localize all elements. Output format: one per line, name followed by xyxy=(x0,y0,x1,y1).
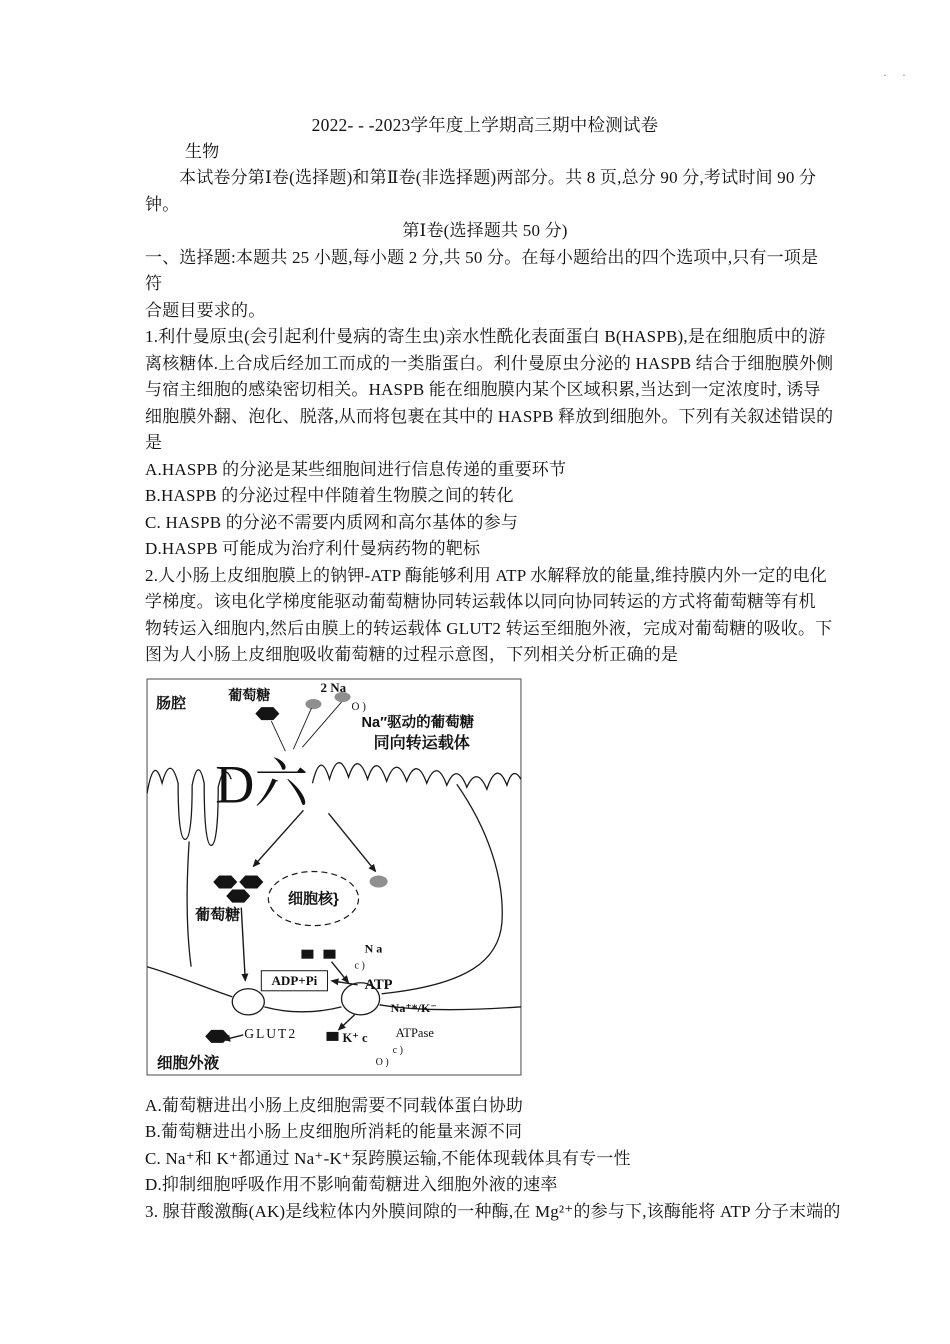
q1-line-5: 是 xyxy=(145,433,163,452)
lateral-membrane-right xyxy=(382,784,503,994)
ecf-label: 细胞外液 xyxy=(157,1054,220,1072)
q2-figure xyxy=(145,677,523,1083)
glut2-transporter-circle xyxy=(232,988,264,1014)
cell-transport-diagram xyxy=(145,677,523,1078)
exam-title: 2022- - -2023学年度上学期高三期中检测试卷 xyxy=(311,115,659,135)
glucose-inner-label: 葡萄糖 xyxy=(195,906,241,924)
instruction-line-1: 一、选择题:本题共 25 小题,每小题 2 分,共 50 分。在每小题给出的四个选项中,只有一项是 xyxy=(145,247,819,267)
q2-line-2: 学梯度。该电化学梯度能驱动葡萄糖协同转运载体以同向协同转运的方式将葡萄糖等有机 xyxy=(145,592,816,611)
basolateral-membrane-2 xyxy=(264,1006,341,1011)
nucleus-label: 细胞核} xyxy=(288,890,339,908)
q2-option-c: C. Na⁺和 K⁺都通过 Na⁺-K⁺泵跨膜运输,不能体现载体具有专一性 xyxy=(145,1148,631,1168)
cotransporter-label-line1: Na″驱动的葡萄糖 xyxy=(361,714,475,731)
q1-line-1: 1.利什曼原虫(会引起利什曼病的寄生虫)亲水性酰化表面蛋白 B(HASPB),是在细胞质中的游 xyxy=(145,327,826,346)
intro-line-1: 本试卷分第Ⅰ卷(选择题)和第Ⅱ卷(非选择题)两部分。共 8 页,总分 90 分,考试时间 90 分 xyxy=(179,168,817,187)
lumen-label: 肠腔 xyxy=(156,694,187,712)
q2-line-1: 2.人小肠上皮细胞膜上的钠钾-ATP 酶能够利用 ATP 水解释放的能量,维持膜内外一定的电化 xyxy=(145,565,828,585)
atp-label: ATP xyxy=(364,976,393,993)
na-small-label: N a xyxy=(364,941,383,956)
exam-content xyxy=(145,112,841,1225)
q1-option-a: A.HASPB 的分泌是某些细胞间进行信息传递的重要环节 xyxy=(145,459,567,479)
q2-line-4: 图为人小肠上皮细胞吸收葡萄糖的过程示意图，下列相关分析正确的是 xyxy=(145,645,679,664)
adp-label: ADP+Pi xyxy=(271,972,318,988)
q1-line-2: 离核糖体.上合成后经加工而成的一类脂蛋白。利什曼原虫分泌的 HASPB 结合于细胞膜外侧 xyxy=(145,353,834,373)
cotransporter-label-line2: 同向转运载体 xyxy=(373,733,470,752)
q2-option-b: B.葡萄糖进出小肠上皮细胞所消耗的能量来源不同 xyxy=(145,1122,523,1141)
flow-arrows xyxy=(223,810,375,1040)
c-mark-1: c ) xyxy=(354,960,365,972)
o-top-mark: O ) xyxy=(351,700,366,713)
apical-membrane-right xyxy=(312,762,521,789)
q1-option-d: D.HASPB 可能成为治疗利什曼病药物的靶标 xyxy=(145,539,481,558)
na-k-label: Na⁺*/K⁻ xyxy=(390,1000,437,1015)
k-label: K⁺ c xyxy=(342,1030,368,1045)
connector-lines xyxy=(271,702,341,751)
transporter-glyph: D六 xyxy=(215,753,309,814)
intro-line-2: 钟。 xyxy=(145,194,180,214)
glut2-label: GLUT2 xyxy=(244,1025,298,1041)
lateral-membrane-left xyxy=(187,841,191,966)
q1-line-3: 与宿主细胞的感染密切相关。HASPB 能在细胞膜内某个区域积累,当达到一定浓度时, 诱导 xyxy=(145,380,821,399)
stray-mark: · · xyxy=(883,68,912,82)
q1-line-4: 细胞膜外翻、泡化、脱落,从而将包裹在其中的 HASPB 释放到细胞外。下列有关叙述错误的 xyxy=(145,406,834,426)
subject-label: 生物 xyxy=(185,141,220,161)
q1-option-b: B.HASPB 的分泌过程中伴随着生物膜之间的转化 xyxy=(145,486,514,505)
o-bottom-mark: O ) xyxy=(375,1056,389,1068)
c-mark-2: c ) xyxy=(392,1044,403,1056)
q3-line-1: 3. 腺苷酸激酶(AK)是线粒体内外膜间隙的一种酶,在 Mg²⁺的参与下,该酶能将 ATP 分子末端的 xyxy=(145,1201,841,1221)
q1-option-c: C. HASPB 的分泌不需要内质网和高尔基体的参与 xyxy=(145,512,519,532)
q2-option-a: A.葡萄糖进出小肠上皮细胞需要不同载体蛋白协助 xyxy=(145,1095,524,1115)
instruction-line-3: 合题目要求的。 xyxy=(145,300,266,320)
q2-option-d: D.抑制细胞呼吸作用不影响葡萄糖进入细胞外液的速率 xyxy=(145,1175,558,1194)
na2-label: 2 Na xyxy=(320,679,347,695)
q2-line-3: 物转运入细胞内,然后由膜上的转运载体 GLUT2 转运至细胞外液，完成对葡萄糖的吸收。下 xyxy=(145,618,833,638)
section-heading: 第Ⅰ卷(选择题共 50 分) xyxy=(402,221,568,240)
glucose-top-label: 葡萄糖 xyxy=(228,686,271,703)
atpase-label: ATPase xyxy=(395,1025,434,1040)
basolateral-membrane-1 xyxy=(147,966,232,996)
instruction-line-2: 符 xyxy=(145,274,163,293)
